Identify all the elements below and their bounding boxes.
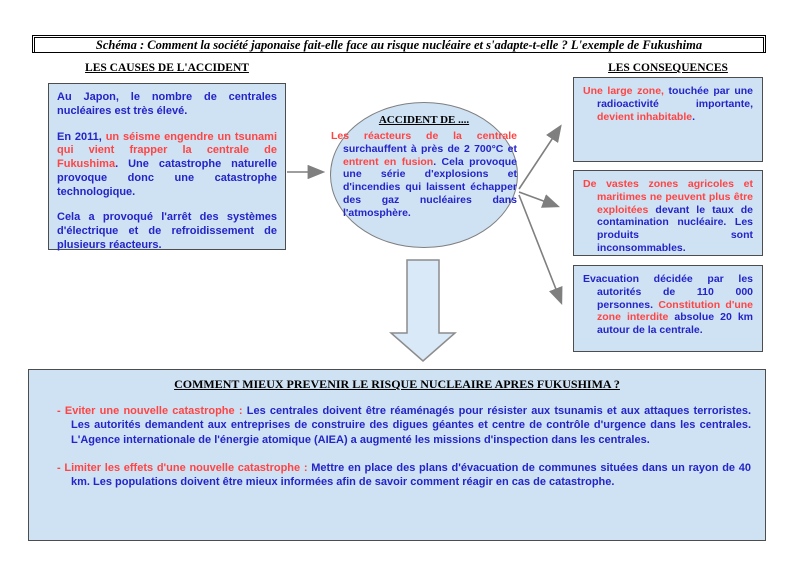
arrow-accident-to-consequence-2 [519, 192, 557, 206]
arrow-accident-to-consequence-3 [519, 195, 561, 302]
causes-paragraph: Cela a provoqué l'arrêt des systèmes d'électrique et de refroidissement de plusieurs réacteurs. [57, 211, 277, 251]
consequence-text-3: Evacuation décidée par les autorités de 110 000 personnes. Constitution d'une zone interdite absolue 20 km autour de la centrale. [583, 273, 753, 337]
consequence-text-2: De vastes zones agricoles et maritimes ne peuvent plus être exploitées devant le taux de contamination nucléaire. Les produits sont inconsommables. [583, 178, 753, 254]
page-title: Schéma : Comment la société japonaise fait-elle face au risque nucléaire et s'adapte-t-elle ? L'exemple de Fukushima [95, 37, 703, 52]
consequence-box-3 [573, 265, 763, 352]
title-banner-inner [34, 37, 764, 53]
consequence-box-2 [573, 170, 763, 256]
accident-title: ACCIDENT DE .... [378, 114, 470, 126]
title-banner [32, 35, 766, 53]
arrow-accident-to-consequence-1 [519, 127, 560, 189]
accident-body: Les réacteurs de la centrale surchauffent à près de 2 700°C et entrent en fusion. Cela provoque une série d'explosions et d'incendies qui laissent échapper des gaz nucléaires dans l'atmosphère. [331, 130, 517, 219]
causes-paragraph: Au Japon, le nombre de centrales nucléaires est très élevé. [57, 91, 277, 117]
consequence-text-1: Une large zone, touchée par une radioactivité importante, devient inhabitable. [583, 85, 753, 123]
big-down-arrow [391, 260, 455, 361]
consequences-heading: LES CONSEQUENCES [608, 62, 728, 74]
causes-box [48, 83, 286, 250]
causes-heading: LES CAUSES DE L'ACCIDENT [85, 62, 249, 74]
accident-ellipse [330, 102, 518, 248]
prevention-heading: COMMENT MIEUX PREVENIR LE RISQUE NUCLEAIRE APRES FUKUSHIMA ? [174, 377, 620, 391]
causes-paragraph: En 2011, un séisme engendre un tsunami qui vient frapper la centrale de Fukushima. Une catastrophe naturelle provoque donc une catastrophe technologique. [57, 130, 278, 198]
prevention-bullet-2: - Limiter les effets d'une nouvelle catastrophe : Mettre en place des plans d'évacuation de communes situées dans un rayon de 40 km. Les populations doivent être mieux informées afin de savoir comment réagir en cas de catastrophe. [57, 461, 751, 489]
prevention-bullet-1: - Eviter une nouvelle catastrophe : Les centrales doivent être réaménagés pour résister aux tsunamis et aux attaques terroristes. Les autorités demandent aux entreprises de construire des digues géantes et centre de contrôle d'urgence dans les centrales. L'Agence internationale de l'énergie atomique (AIEA) a augmenté les missions d'inspection dans les centrales. [57, 405, 751, 446]
consequence-box-1 [573, 77, 763, 162]
prevention-box [28, 369, 766, 541]
